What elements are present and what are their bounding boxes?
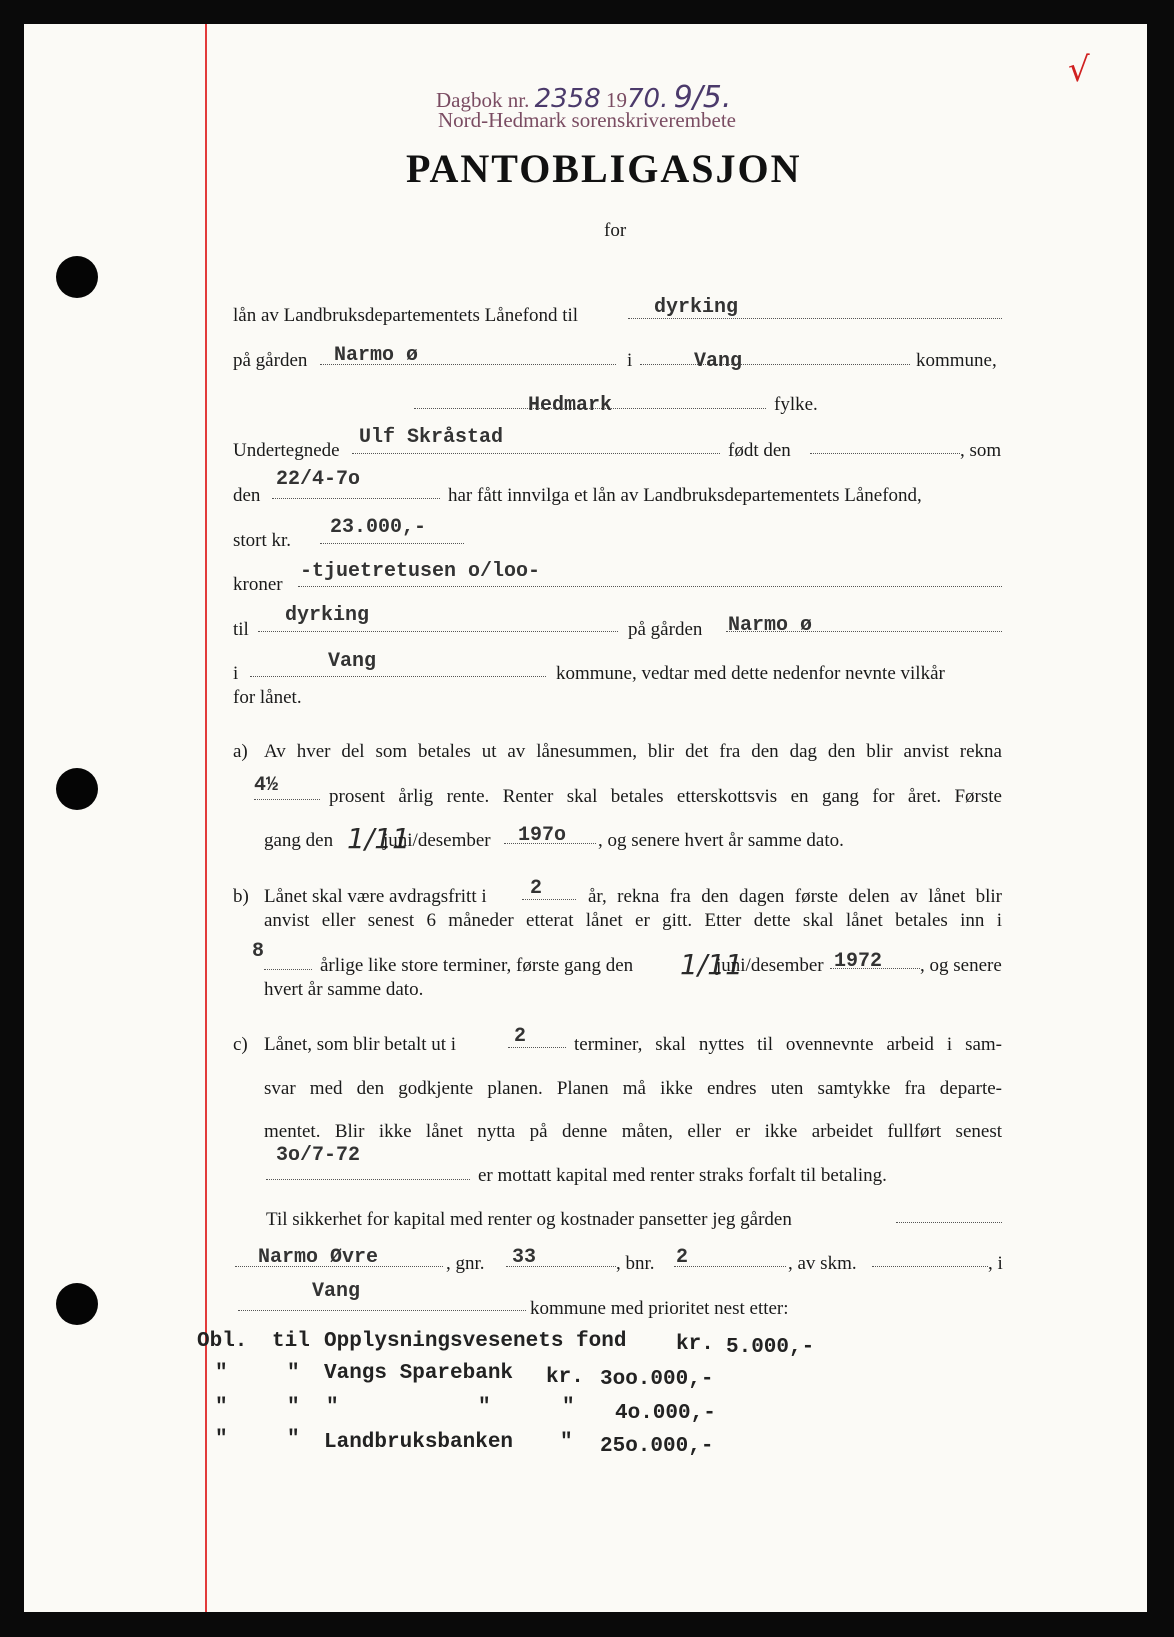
fill-line	[272, 498, 440, 499]
loan-amount: 23.000,-	[330, 516, 427, 539]
check-mark: √	[1068, 50, 1090, 90]
fill-line	[254, 799, 320, 800]
clause-b-letter: b)	[233, 886, 249, 907]
date-handwritten: 9/5.	[673, 80, 732, 115]
security-municipality: Vang	[312, 1280, 361, 1303]
til-label: til	[233, 619, 249, 640]
priority-row-2-c1: "	[215, 1362, 228, 1385]
gnr-label: , gnr.	[446, 1253, 485, 1274]
loan-label: lån av Landbruksdepartementets Lånefond til	[233, 305, 579, 326]
deadline-date: 3o/7-72	[276, 1144, 361, 1167]
kommune-label: kommune,	[916, 350, 997, 371]
juni-desember-2: juni/desember	[716, 955, 824, 976]
priority-row-2-c4: kr.	[546, 1366, 584, 1389]
vedtar-text: kommune, vedtar med dette nedenfor nevnte vilkår	[556, 663, 945, 684]
fill-line	[320, 543, 464, 544]
clause-c-line1-pre: Lånet, som blir betalt ut i	[264, 1034, 457, 1055]
fill-line	[258, 631, 618, 632]
fylke-label: fylke.	[774, 394, 818, 415]
granted-date: 22/4-7o	[276, 468, 361, 491]
priority-row-1-c2: til	[272, 1330, 310, 1353]
year-handwritten: 70.	[627, 84, 669, 114]
dagbok-label: Dagbok nr.	[436, 88, 530, 112]
for-lanet: for lånet.	[233, 687, 302, 708]
den-label: den	[233, 485, 261, 506]
granted-text: har fått innvilga et lån av Landbruksdepartementets Lånefond,	[448, 485, 922, 506]
security-farm: Narmo Øvre	[258, 1246, 379, 1269]
document-title: PANTOBLIGASJON	[406, 146, 802, 191]
clause-b-line2: anvist eller senest 6 måneder etterat lånet er gitt. Etter dette skal lånet betales inn i	[264, 910, 1002, 931]
bnr-value: 2	[676, 1246, 689, 1269]
municipality-value-2: Vang	[328, 650, 377, 673]
fill-line	[674, 1266, 786, 1267]
priority-text: kommune med prioritet nest etter:	[530, 1298, 789, 1319]
purpose-value-2: dyrking	[285, 604, 370, 627]
priority-row-1-c4: kr.	[676, 1333, 714, 1356]
farm-label-2: på gården	[628, 619, 703, 640]
fill-line	[238, 1310, 526, 1311]
priority-row-1-c3: Opplysningsvesenets fond	[324, 1330, 627, 1353]
farm-label: på gården	[233, 350, 308, 371]
priority-row-2-amount: 3oo.000,-	[600, 1368, 714, 1391]
priority-row-4-c2: "	[287, 1428, 300, 1451]
first-term-year: 1972	[834, 950, 883, 973]
priority-row-1-c1: Obl.	[197, 1330, 248, 1353]
gnr-value: 33	[512, 1246, 537, 1269]
punch-hole	[56, 768, 98, 810]
priority-row-3-c3: "	[326, 1396, 339, 1419]
priority-row-4-c3: Landbruksbanken	[324, 1431, 514, 1454]
fill-line	[298, 586, 1002, 587]
terms-count: 8	[252, 940, 265, 963]
clause-b-line3-post: , og senere	[920, 955, 1002, 976]
clause-a-line2: prosent årlig rente. Renter skal betales etterskottsvis en gang for året. Første	[329, 786, 1002, 807]
clause-c-line3: mentet. Blir ikke lånet nytta på denne måten, eller er ikke arbeidet fullført senest	[264, 1121, 1002, 1142]
juni-desember: juni/desember	[383, 830, 491, 851]
gang-label: gang den	[264, 830, 334, 851]
i-end-label: , i	[988, 1253, 1003, 1274]
security-line1: Til sikkerhet for kapital med renter og kostnader pansetter jeg gården	[266, 1209, 792, 1230]
priority-row-3-c1: "	[215, 1396, 228, 1419]
i-label-2: i	[233, 663, 239, 684]
purpose-value: dyrking	[654, 296, 739, 319]
subtitle-for: for	[604, 220, 627, 241]
bnr-label: , bnr.	[616, 1253, 655, 1274]
clause-b-line4: hvert år samme dato.	[264, 979, 424, 1000]
first-term-date: 1/11	[680, 948, 743, 981]
farm-value: Narmo ø	[334, 344, 419, 367]
skm-label: , av skm.	[788, 1253, 857, 1274]
punch-hole	[56, 256, 98, 298]
priority-row-3-c2: "	[287, 1396, 300, 1419]
clause-b-line3-pre: årlige like store terminer, første gang den	[320, 955, 634, 976]
payout-terms: 2	[514, 1025, 527, 1048]
priority-row-3-c4: "	[562, 1396, 575, 1419]
farm-value-2: Narmo ø	[728, 614, 813, 637]
fill-line	[250, 676, 546, 677]
clause-a-line3-end: , og senere hvert år samme dato.	[598, 830, 844, 851]
interest-rate: 4½	[254, 774, 279, 797]
stort-label: stort kr.	[233, 530, 292, 551]
born-label: født den	[728, 440, 791, 461]
document-page	[24, 24, 1147, 1612]
clause-c-line4: er mottatt kapital med renter straks forfalt til betaling.	[478, 1165, 887, 1186]
fill-line	[896, 1222, 1002, 1223]
priority-row-2-c3: Vangs Sparebank	[324, 1362, 514, 1385]
first-interest-date: 1/11	[347, 822, 410, 855]
red-margin-line	[205, 24, 207, 1612]
amount-in-words: -tjuetretusen o/loo-	[300, 560, 541, 583]
fill-line	[810, 453, 960, 454]
clause-c-letter: c)	[233, 1034, 248, 1055]
fill-line	[640, 364, 910, 365]
som-label: , som	[960, 440, 1002, 461]
free-years: 2	[530, 877, 543, 900]
fill-line	[266, 1179, 470, 1180]
fill-line	[264, 969, 312, 970]
priority-row-1-amount: 5.000,-	[726, 1336, 815, 1359]
county-value: Hedmark	[528, 394, 613, 417]
first-interest-year: 197o	[518, 824, 567, 847]
priority-row-3-amount: 4o.000,-	[615, 1402, 716, 1425]
undersigned-name: Ulf Skråstad	[359, 426, 504, 449]
undersigned-label: Undertegnede	[233, 440, 340, 461]
fill-line	[352, 453, 720, 454]
clause-a-letter: a)	[233, 741, 248, 762]
office-stamp: Nord-Hedmark sorenskriverembete	[438, 108, 736, 132]
clause-a-line1: Av hver del som betales ut av lånesummen, blir det fra den dag den blir anvist rekna	[264, 741, 1002, 762]
dagbok-number: 2358	[534, 84, 601, 114]
priority-row-4-amount: 25o.000,-	[600, 1435, 714, 1458]
year-prefix: 19	[606, 88, 627, 112]
clause-c-line1-post: terminer, skal nyttes til ovennevnte arbeid i sam-	[574, 1034, 1002, 1055]
i-label: i	[627, 350, 633, 371]
clause-b-line1-pre: Lånet skal være avdragsfritt i	[264, 886, 487, 907]
clause-c-line2: svar med den godkjente planen. Planen må ikke endres uten samtykke fra departe-	[264, 1078, 1002, 1099]
punch-hole	[56, 1283, 98, 1325]
clause-b-line1-post: år, rekna fra den dagen første delen av lånet blir	[588, 886, 1002, 907]
municipality-value: Vang	[694, 350, 743, 373]
priority-row-4-c4: "	[560, 1431, 573, 1454]
priority-row-3-c3b: "	[478, 1396, 491, 1419]
kroner-label: kroner	[233, 574, 283, 595]
fill-line	[872, 1266, 988, 1267]
priority-row-4-c1: "	[215, 1428, 228, 1451]
priority-row-2-c2: "	[287, 1362, 300, 1385]
